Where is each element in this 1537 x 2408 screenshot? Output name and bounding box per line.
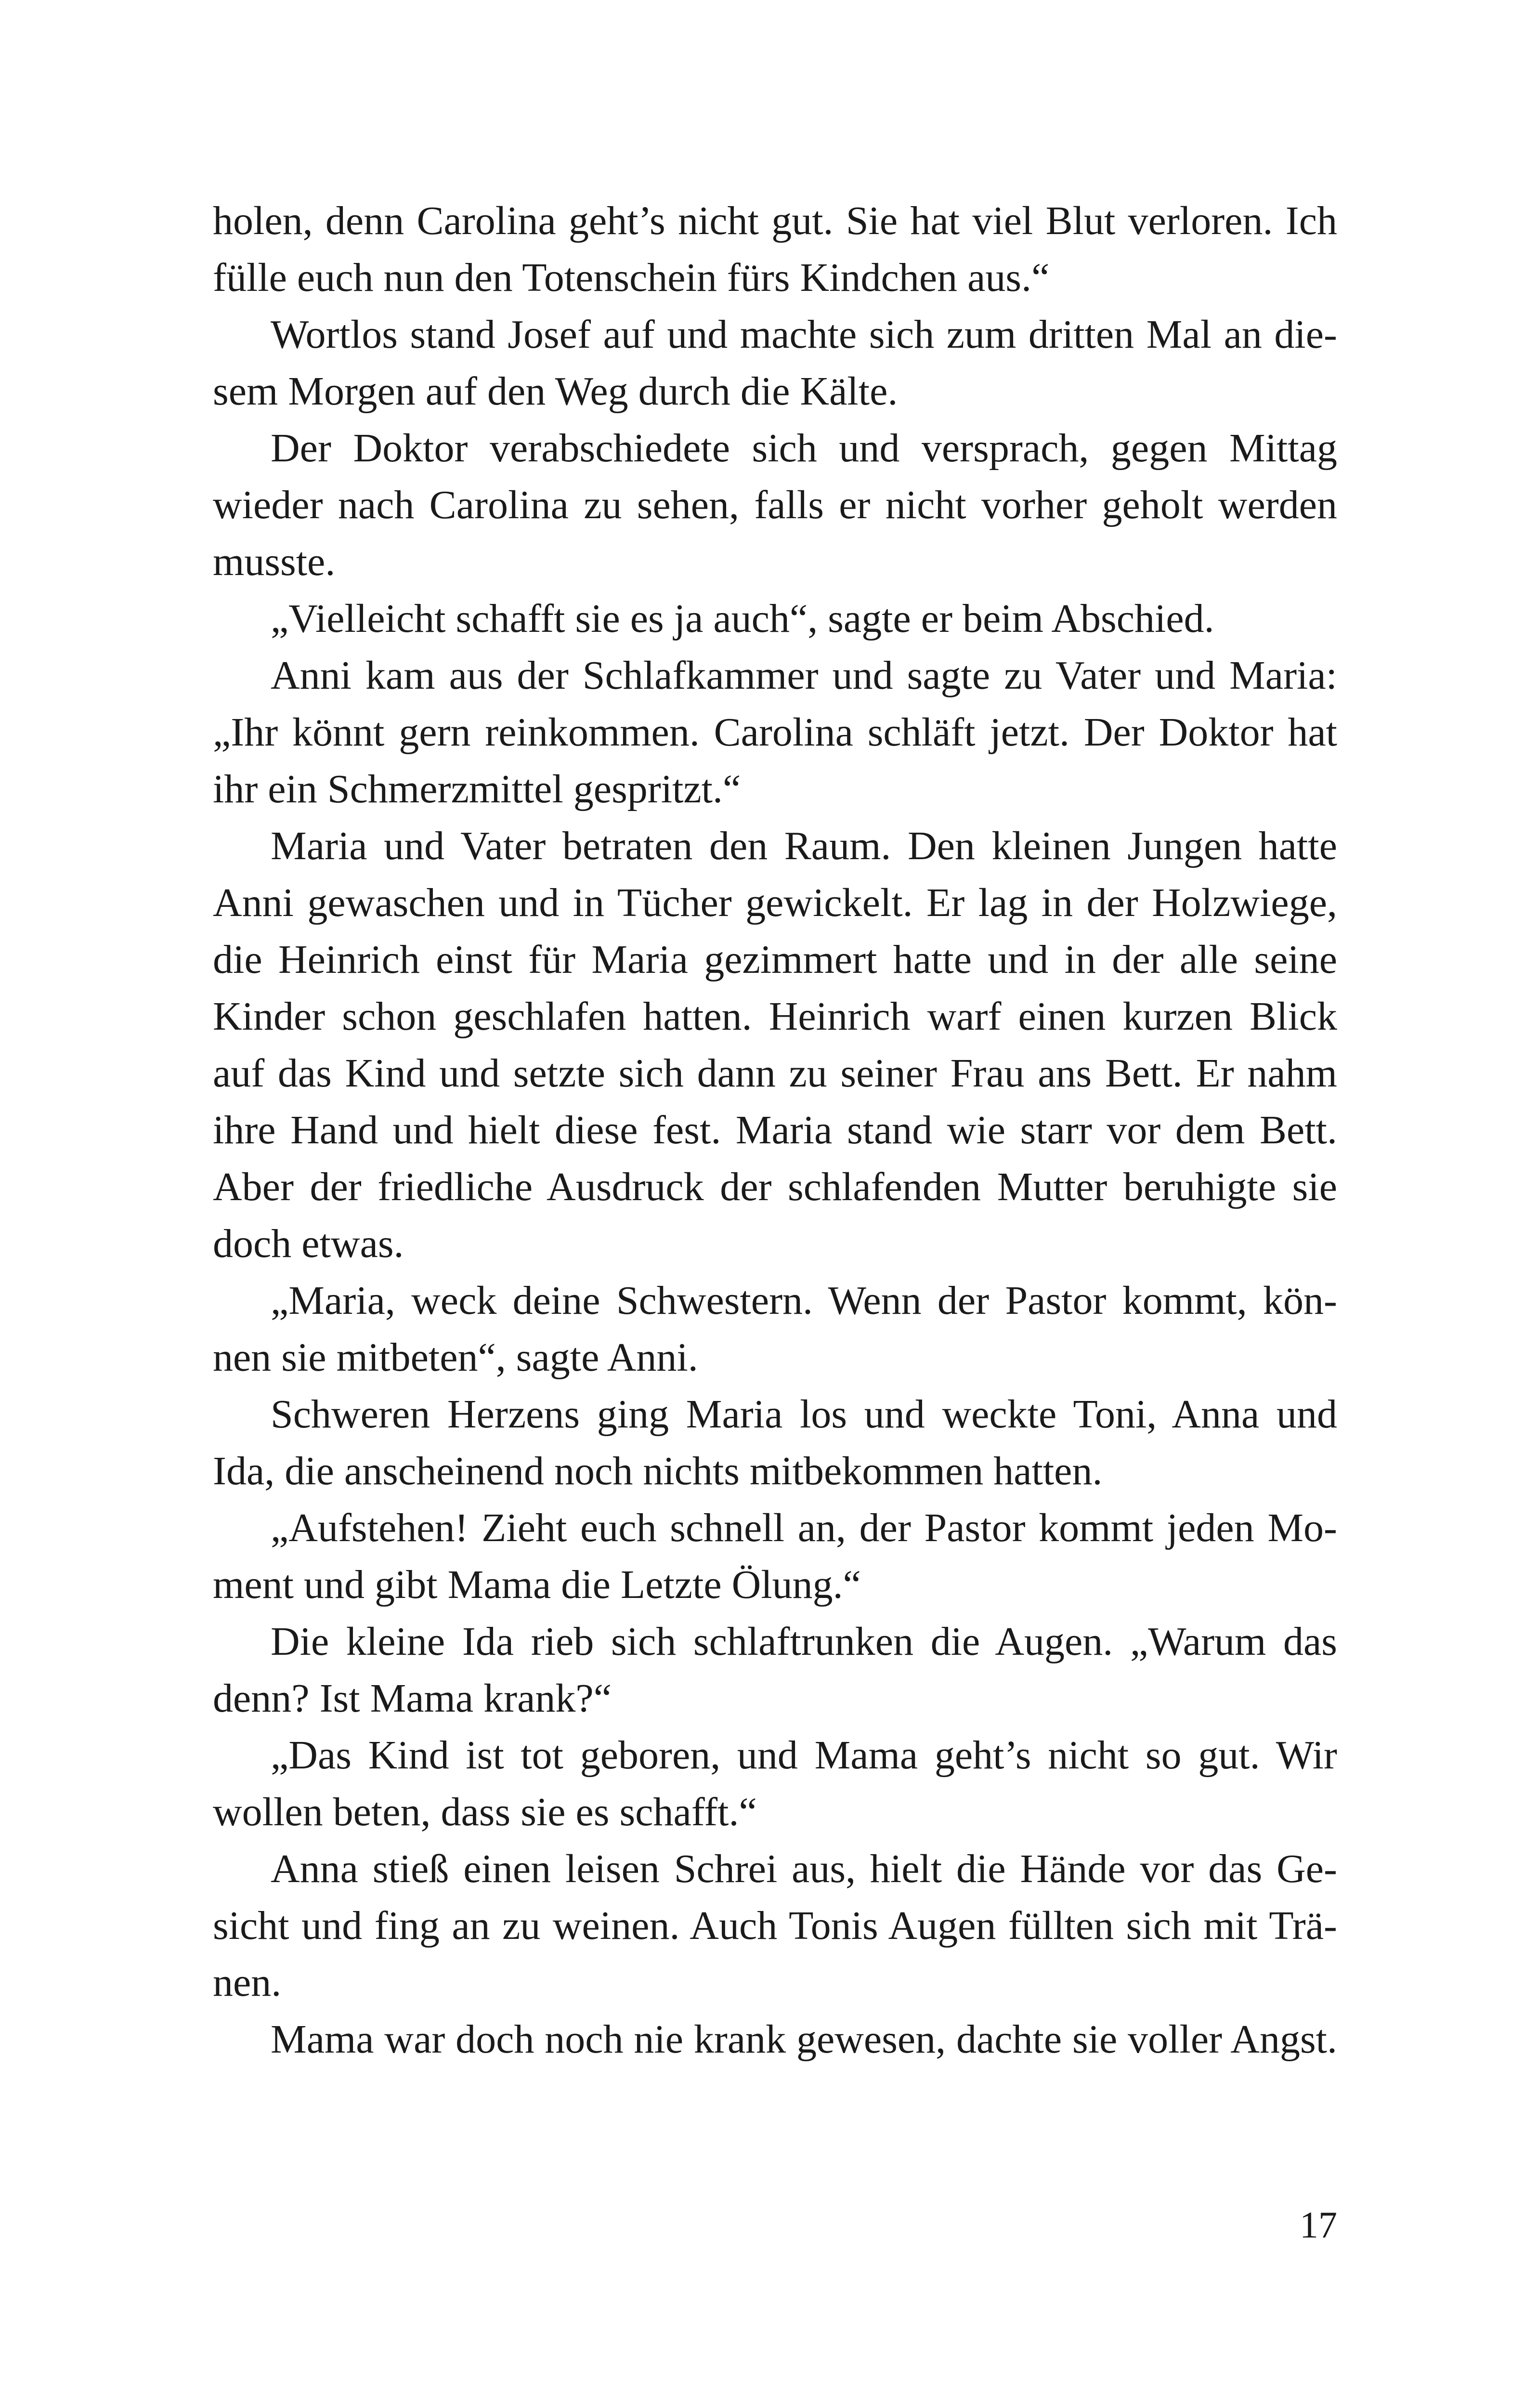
text-line: „Ihr könnt gern reinkommen. Carolina schläft jetzt. Der Doktor hat	[213, 710, 1337, 755]
text-line: Wortlos stand Josef auf und machte sich zum dritten Mal an die-	[271, 312, 1337, 357]
text-line: ment und gibt Mama die Letzte Ölung.“	[213, 1562, 861, 1607]
text-line: „Vielleicht schafft sie es ja auch“, sagte er beim Abschied.	[271, 596, 1214, 641]
text-line: musste.	[213, 539, 336, 584]
text-line: Die kleine Ida rieb sich schlaftrunken die Augen. „Warum das	[271, 1619, 1337, 1664]
text-line: nen sie mitbeten“, sagte Anni.	[213, 1335, 698, 1380]
text-line: Maria und Vater betraten den Raum. Den kleinen Jungen hatte	[271, 824, 1337, 868]
text-line: fülle euch nun den Totenschein fürs Kindchen aus.“	[213, 255, 1050, 300]
text-line: Anna stieß einen leisen Schrei aus, hielt die Hände vor das Ge-	[271, 1846, 1337, 1891]
text-line: Kinder schon geschlafen hatten. Heinrich warf einen kurzen Blick	[213, 994, 1337, 1039]
text-line: wieder nach Carolina zu sehen, falls er nicht vorher geholt werden	[213, 483, 1337, 527]
text-line: ihre Hand und hielt diese fest. Maria stand wie starr vor dem Bett.	[213, 1108, 1337, 1152]
text-line: doch etwas.	[213, 1221, 404, 1266]
text-line: Aber der friedliche Ausdruck der schlafenden Mutter beruhigte sie	[213, 1165, 1337, 1209]
text-line: Anni gewaschen und in Tücher gewickelt. Er lag in der Holzwiege,	[213, 880, 1337, 925]
text-line: „Maria, weck deine Schwestern. Wenn der Pastor kommt, kön-	[271, 1278, 1337, 1323]
text-line: sem Morgen auf den Weg durch die Kälte.	[213, 369, 898, 414]
text-line: Schweren Herzens ging Maria los und weckte Toni, Anna und	[271, 1392, 1337, 1437]
text-line: Ida, die anscheinend noch nichts mitbekommen hatten.	[213, 1449, 1103, 1493]
body-text	[213, 193, 1337, 2068]
text-line: „Das Kind ist tot geboren, und Mama geht’s nicht so gut. Wir	[271, 1733, 1337, 1778]
text-line: ihr ein Schmerzmittel gespritzt.“	[213, 767, 741, 811]
text-line: „Aufstehen! Zieht euch schnell an, der Pastor kommt jeden Mo-	[271, 1505, 1337, 1550]
text-line: wollen beten, dass sie es schafft.“	[213, 1790, 757, 1834]
text-line: holen, denn Carolina geht’s nicht gut. Sie hat viel Blut verloren. Ich	[213, 198, 1337, 243]
text-line: Der Doktor verabschiedete sich und versprach, gegen Mittag	[271, 426, 1337, 471]
text-line: nen.	[213, 1960, 282, 2005]
text-line: Mama war doch noch nie krank gewesen, dachte sie voller Angst.	[271, 2017, 1337, 2062]
text-line: auf das Kind und setzte sich dann zu seiner Frau ans Bett. Er nahm	[213, 1051, 1337, 1096]
text-line: die Heinrich einst für Maria gezimmert hatte und in der alle seine	[213, 937, 1337, 982]
text-line: sicht und fing an zu weinen. Auch Tonis Augen füllten sich mit Trä-	[213, 1903, 1337, 1948]
text-line: Anni kam aus der Schlafkammer und sagte zu Vater und Maria:	[271, 653, 1337, 698]
page-number: 17	[1300, 2204, 1337, 2246]
text-line: denn? Ist Mama krank?“	[213, 1676, 612, 1721]
